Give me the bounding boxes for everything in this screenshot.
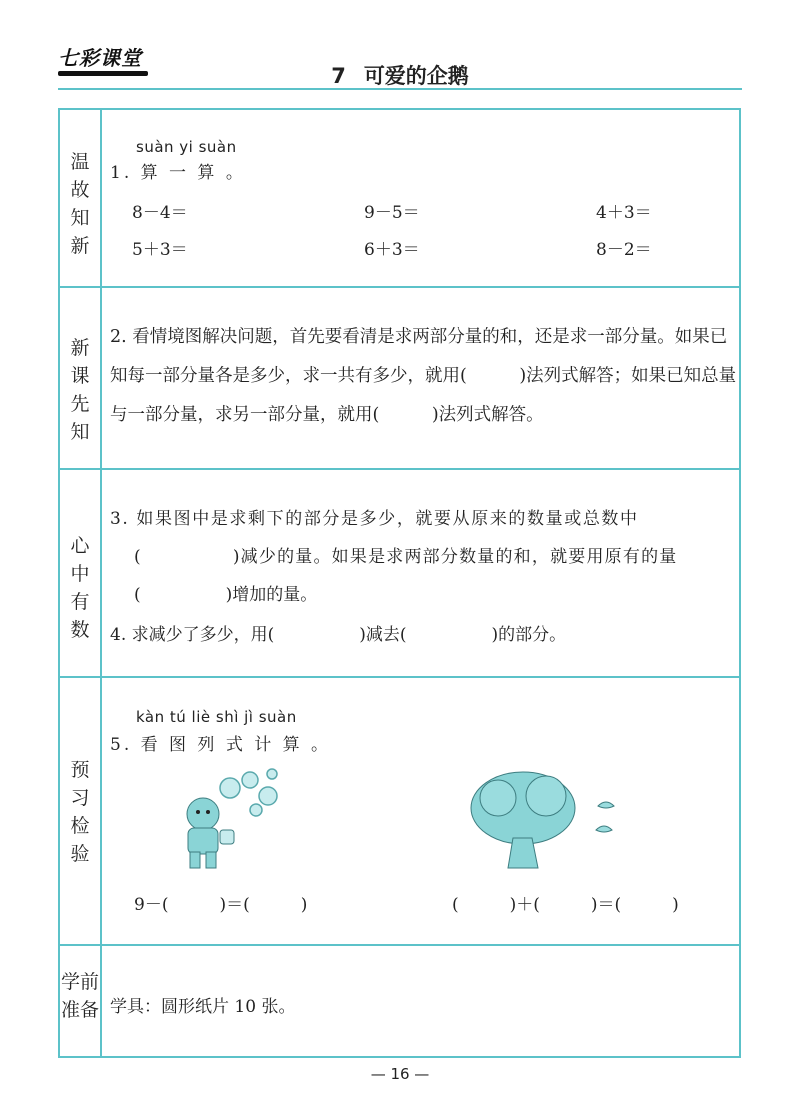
boy-bubbles-illustration <box>168 766 288 876</box>
row-divider <box>60 944 739 946</box>
equation: 5＋3＝ <box>132 240 188 260</box>
equation: 9－5＝ <box>364 203 420 223</box>
equation: 6＋3＝ <box>364 240 420 260</box>
section-label-understand: 心中有数 <box>70 535 90 641</box>
tree-birds-illustration <box>468 768 638 878</box>
equation: 8－2＝ <box>596 240 652 260</box>
section-label-review: 温故知新 <box>70 151 90 257</box>
q5-title: 5. 看 图 列 式 计 算 。 <box>110 735 332 755</box>
header-divider <box>58 88 742 90</box>
q3-line2: ( )减少的量。如果是求两部分数量的和，就要用原有的量 <box>134 547 678 567</box>
q3-line3: ( )增加的量。 <box>134 585 318 605</box>
section-label-preview: 新课先知 <box>70 337 90 443</box>
q1-title: 1. 算 一 算 。 <box>110 163 246 183</box>
row-divider <box>60 676 739 678</box>
q3-line1: 3. 如果图中是求剩下的部分是多少，就要从原来的数量或总数中 <box>110 509 639 529</box>
q5-right-equation: ( )＋( )＝( ) <box>452 895 679 915</box>
logo-text: 七彩课堂 <box>58 46 142 70</box>
equation: 4＋3＝ <box>596 203 652 223</box>
page-number: — 16 — <box>370 1065 430 1083</box>
row-divider <box>60 286 739 288</box>
lesson-title <box>0 60 800 90</box>
q5-pinyin: kàn tú liè shì jì suàn <box>136 708 297 726</box>
row-divider <box>60 468 739 470</box>
q4-text: 4. 求减少了多少，用( )减去( )的部分。 <box>110 625 567 645</box>
q2-paragraph: 2. 看情境图解决问题，首先要看清是求两部分量的和，还是求一部分量。如果已知每一部分量各是多少，求一共有多少，就用( )法列式解答；如果已知总量与一部分量，求另一部分量，就用( )法列式解答。 <box>110 327 737 425</box>
lesson-title-text: 可爱的企鹅 <box>363 64 469 88</box>
prep-text: 学具：圆形纸片 10 张。 <box>110 997 296 1017</box>
q1-pinyin: suàn yi suàn <box>136 138 237 156</box>
section-label-prep: 学前准备 <box>60 971 99 1021</box>
equation: 8－4＝ <box>132 203 188 223</box>
lesson-number: 7 <box>331 64 346 88</box>
section-label-check: 预习检验 <box>70 759 90 865</box>
q5-left-equation: 9－( )＝( ) <box>134 895 308 915</box>
